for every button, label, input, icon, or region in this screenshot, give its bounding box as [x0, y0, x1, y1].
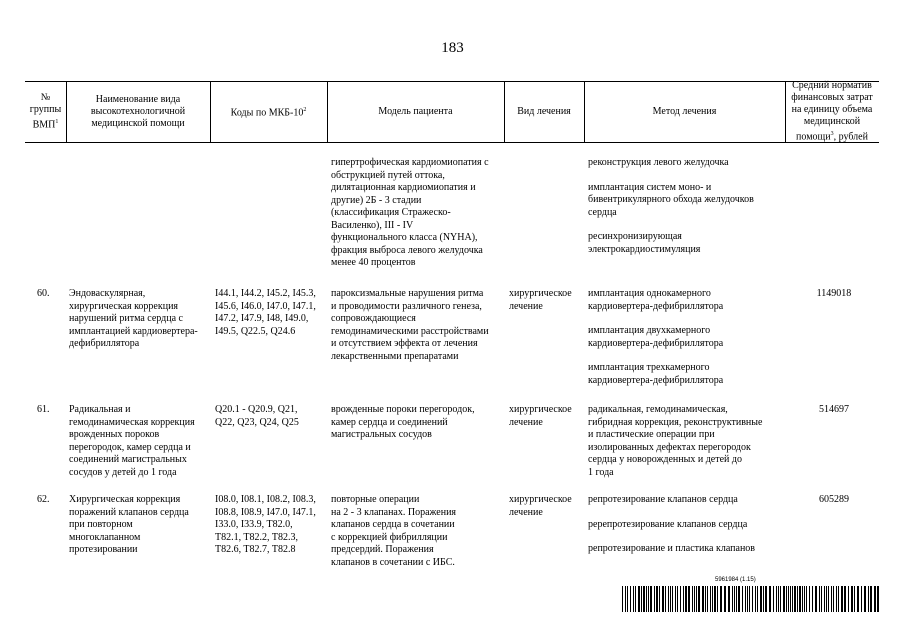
average-cost: 605289	[819, 494, 849, 505]
barcode-bar	[806, 586, 807, 612]
table-header-bottom-rule	[25, 142, 879, 143]
header-treatment-type: Вид лечения	[517, 105, 571, 117]
barcode-bar	[838, 586, 839, 612]
barcode-bar	[749, 586, 750, 612]
barcode-bar	[710, 586, 711, 612]
barcode-bar	[688, 586, 690, 612]
barcode-bar	[760, 586, 762, 612]
row-number: 60.	[37, 288, 50, 299]
barcode-bar	[804, 586, 805, 612]
barcode-bar	[776, 586, 777, 612]
barcode-bar	[732, 586, 733, 612]
barcode-bar	[752, 586, 753, 612]
method-item: радикальная, гемодинамическая, гибридная коррекция, реконструктивные и пластические операции при изолированных дефектах перегородок сердца у новорожденных и детей до 1 года	[588, 404, 763, 478]
barcode-bar	[677, 586, 678, 612]
barcode-bar	[698, 586, 700, 612]
barcode-bar	[861, 586, 862, 612]
header-cost-line: финансовых затрат	[791, 91, 873, 103]
barcode-bar	[794, 586, 796, 612]
header-treatment-method: Метод лечения	[652, 105, 717, 117]
barcode-bar	[694, 586, 695, 612]
barcode-bar	[828, 586, 829, 612]
treatment-methods	[588, 288, 788, 399]
average-cost: 1149018	[816, 288, 852, 299]
barcode-bar	[877, 586, 879, 612]
barcode-bar	[745, 586, 746, 612]
barcode-bar	[815, 586, 817, 612]
barcode-bar	[769, 586, 771, 612]
barcode-bar	[854, 586, 855, 612]
header-patient-model: Модель пациента	[378, 105, 453, 117]
barcode-bar	[724, 586, 726, 612]
barcode-bar	[742, 586, 743, 612]
barcode-bar	[641, 586, 642, 612]
barcode-bar	[799, 586, 801, 612]
barcode-bar	[868, 586, 869, 612]
header-care-name	[66, 81, 210, 142]
average-cost: 514697	[819, 404, 849, 415]
barcode-bar	[788, 586, 789, 612]
barcode-bar	[633, 586, 634, 612]
method-item: ререпротезирование клапанов сердца	[588, 518, 748, 530]
method-item: репротезирование и пластика клапанов	[588, 543, 756, 554]
barcode-bar	[672, 586, 673, 612]
header-cost-line: Средний норматив	[792, 79, 872, 91]
barcode-bar	[656, 586, 658, 612]
icd-codes: I08.0, I08.1, I08.2, I08.3, I08.8, I08.9, I47.0, I47.1, I33.0, I33.9, T82.0, T82.1, T82.2, T82.3, T82.6, T82.7, T82.8	[215, 494, 316, 555]
header-group-line: №	[40, 91, 51, 103]
barcode-bar	[638, 586, 640, 612]
barcode-bar	[659, 586, 660, 612]
barcode-bar	[702, 586, 704, 612]
treatment-type: хирургическое лечение	[509, 288, 572, 312]
header-group-number	[25, 81, 66, 142]
method-item: реконструкция левого желудочка	[588, 157, 729, 168]
barcode-bar	[824, 586, 825, 612]
care-type-name: Эндоваскулярная, хирургическая коррекция нарушений ритма сердца с имплантацией кардиовертера- дефибриллятора	[69, 288, 198, 349]
barcode-bar	[685, 586, 687, 612]
row-number: 61.	[37, 404, 50, 415]
barcode-bar	[622, 586, 623, 612]
row-number: 62.	[37, 494, 50, 505]
barcode-bar	[778, 586, 779, 612]
barcode-bar	[635, 586, 636, 612]
continuation-methods	[588, 157, 788, 268]
barcode-bar	[646, 586, 647, 612]
header-cost-line: помощи$^3$, рублей	[796, 130, 868, 143]
barcode-bar	[812, 586, 813, 612]
barcode-bar	[755, 586, 756, 612]
barcode-bar	[668, 586, 669, 612]
method-item: ресинхронизирующая электрокардиостимуляция	[588, 231, 701, 255]
barcode-bar	[831, 586, 832, 612]
barcode-bar	[870, 586, 872, 612]
barcode	[622, 586, 880, 612]
barcode-bar	[665, 586, 666, 612]
header-name-line: Наименование вида	[95, 93, 181, 105]
barcode-bar	[821, 586, 822, 612]
header-icd-codes: Коды по МКБ-$10^2$	[230, 106, 307, 119]
barcode-bar	[625, 586, 626, 612]
barcode-bar	[874, 586, 876, 612]
barcode-bar	[662, 586, 664, 612]
treatment-methods	[588, 494, 788, 568]
barcode-bar	[783, 586, 785, 612]
barcode-bar	[720, 586, 722, 612]
barcode-bar	[707, 586, 708, 612]
barcode-bar	[833, 586, 834, 612]
barcode-bar	[809, 586, 810, 612]
barcode-bar	[738, 586, 740, 612]
barcode-bar	[648, 586, 649, 612]
continuation-patient-model: гипертрофическая кардиомиопатия с обструкцией путей оттока, дилятационная кардиомиопатия и другие) 2Б - 3 стадии (классификация Стражеско- Василенко), III - IV функционального класса (NYHA), фракция выброса левого желудочка менее 40 процентов	[331, 157, 489, 268]
header-group-line: группы	[29, 103, 62, 115]
treatment-type: хирургическое лечение	[509, 404, 572, 428]
barcode-bar	[627, 586, 628, 612]
barcode-bar	[654, 586, 655, 612]
method-item: имплантация однокамерного кардиовертера-дефибриллятора	[588, 288, 724, 312]
barcode-bar	[683, 586, 684, 612]
barcode-bar	[773, 586, 774, 612]
header-average-cost	[785, 81, 879, 142]
barcode-bar	[786, 586, 787, 612]
header-name-line: высокотехнологичной	[90, 105, 186, 117]
barcode-bar	[696, 586, 697, 612]
barcode-bar	[851, 586, 853, 612]
barcode-bar	[643, 586, 645, 612]
barcode-bar	[819, 586, 820, 612]
barcode-bar	[630, 586, 631, 612]
barcode-bar	[650, 586, 652, 612]
method-item: имплантация двухкамерного кардиовертера-дефибриллятора	[588, 325, 724, 349]
barcode-label: 5961984 (1.15)	[715, 577, 756, 583]
barcode-bar	[717, 586, 718, 612]
treatment-methods	[588, 404, 788, 491]
barcode-bar	[780, 586, 781, 612]
page-number: 183	[441, 40, 464, 56]
barcode-bar	[792, 586, 793, 612]
barcode-bar	[734, 586, 735, 612]
barcode-bar	[864, 586, 866, 612]
barcode-bar	[705, 586, 706, 612]
care-type-name: Радикальная и гемодинамическая коррекция врожденных пороков перегородок, камер сердца и соединений магистральных сосудов у детей до 1 года	[69, 404, 195, 478]
header-cost-line: на единицу объема	[791, 103, 873, 115]
header-cost-line: медицинской	[803, 115, 861, 127]
barcode-bar	[692, 586, 693, 612]
barcode-bar	[736, 586, 737, 612]
method-item: имплантация трехкамерного кардиовертера-дефибриллятора	[588, 362, 724, 386]
icd-codes: Q20.1 - Q20.9, Q21, Q22, Q23, Q24, Q25	[215, 404, 299, 428]
barcode-bar	[802, 586, 803, 612]
barcode-bar	[848, 586, 849, 612]
barcode-bar	[826, 586, 827, 612]
barcode-bar	[797, 586, 798, 612]
header-group-line: ВМП$^1$	[32, 118, 59, 131]
patient-model: врожденные пороки перегородок, камер сердца и соединений магистральных сосудов	[331, 404, 475, 440]
barcode-bar	[747, 586, 748, 612]
barcode-bar	[728, 586, 730, 612]
care-type-name: Хирургическая коррекция поражений клапанов сердца при повторном многоклапанном протезировании	[69, 494, 189, 555]
barcode-bar	[844, 586, 846, 612]
method-item: имплантация систем моно- и бивентрикулярного обхода желудочков сердца	[588, 181, 754, 218]
icd-codes: I44.1, I44.2, I45.2, I45.3, I45.6, I46.0, I47.0, I47.1, I47.2, I47.9, I48, I49.0, I49.5, Q22.5, Q24.6	[215, 288, 316, 337]
barcode-bar	[675, 586, 676, 612]
barcode-bar	[712, 586, 713, 612]
barcode-bar	[841, 586, 843, 612]
barcode-bar	[836, 586, 837, 612]
barcode-bar	[790, 586, 791, 612]
treatment-type: хирургическое лечение	[509, 494, 572, 518]
barcode-bar	[680, 586, 681, 612]
patient-model: пароксизмальные нарушения ритма и проводимости различного генеза, сопровождающиеся гемодинамическими расстройствами и отсутствием эффекта от лечения лекарственными препаратами	[331, 288, 489, 362]
header-name-line: медицинской помощи	[91, 117, 185, 129]
barcode-bar	[714, 586, 716, 612]
patient-model: повторные операции на 2 - 3 клапанах. Поражения клапанов сердца в сочетании с коррекцией фибрилляции предсердий. Поражения клапанов в сочетании с ИБС.	[331, 494, 457, 568]
barcode-bar	[857, 586, 859, 612]
barcode-bar	[670, 586, 671, 612]
method-item: репротезирование клапанов сердца	[588, 494, 738, 505]
barcode-bar	[763, 586, 764, 612]
barcode-bar	[757, 586, 758, 612]
barcode-bar	[765, 586, 767, 612]
